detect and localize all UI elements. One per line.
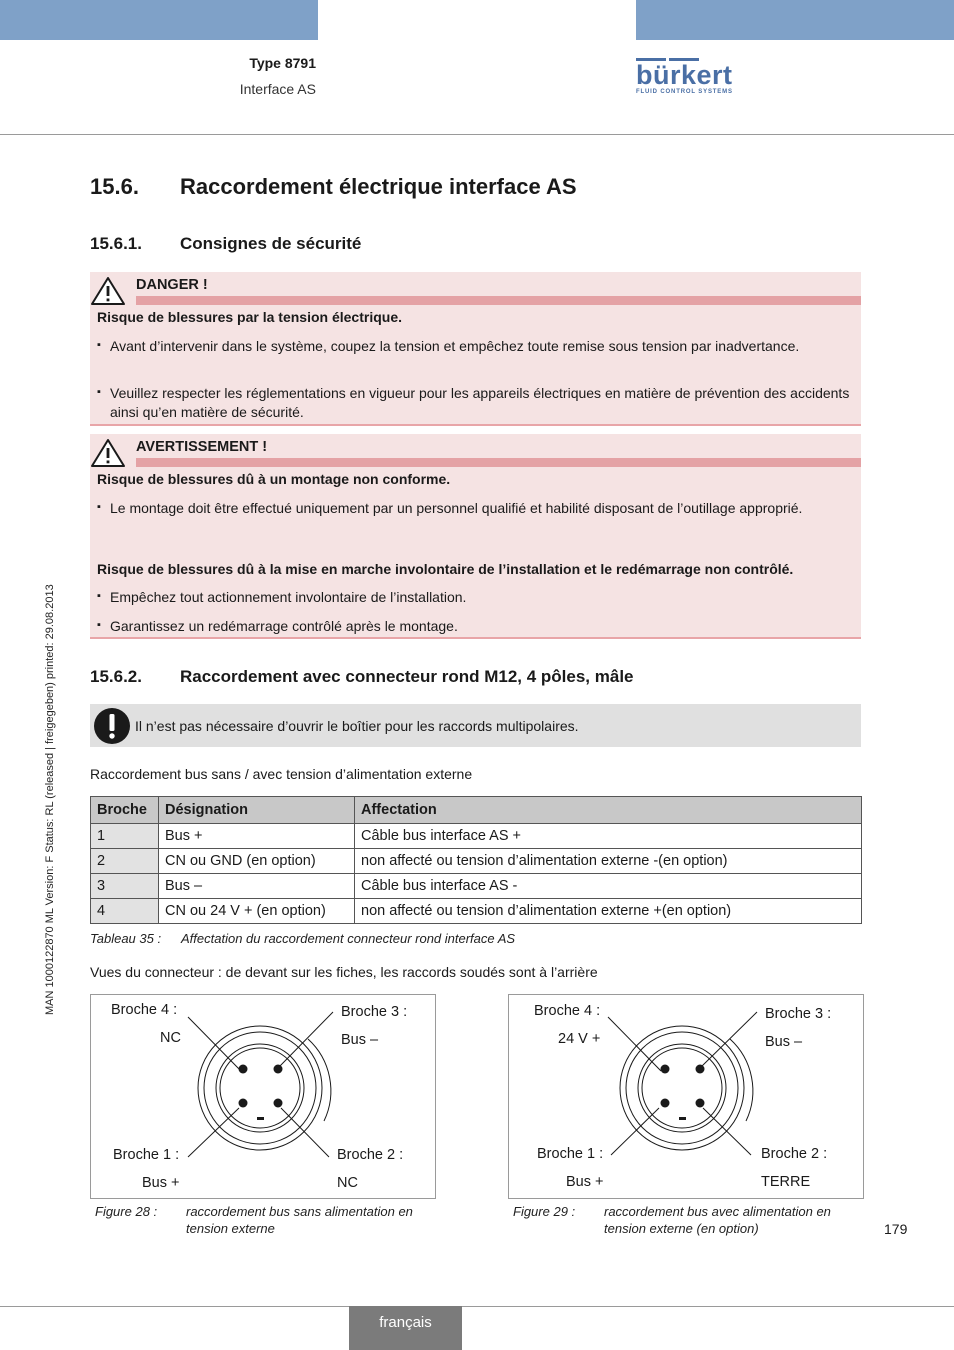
table-cell: 1 xyxy=(91,824,159,849)
section-heading xyxy=(90,174,577,200)
pin2-value: TERRE xyxy=(761,1174,811,1190)
document-type: Type 8791 xyxy=(249,55,316,71)
warning-bullet-3: ▪ Garantissez un redémarrage contrôlé après le montage. xyxy=(97,618,458,634)
warning-title: AVERTISSEMENT ! xyxy=(136,439,268,455)
table-cell: Câble bus interface AS + xyxy=(355,824,862,849)
pin3-label: Broche 3 : xyxy=(341,1004,408,1020)
subsection-title: Raccordement avec connecteur rond M12, 4 pôles, mâle xyxy=(180,667,634,686)
burkert-logo xyxy=(636,56,736,100)
note-box xyxy=(90,704,861,747)
pin3-value: Bus – xyxy=(341,1032,379,1048)
pin4-value: 24 V + xyxy=(558,1031,601,1047)
table-cell: non affecté ou tension d’alimentation externe +(en option) xyxy=(355,899,862,924)
note-text: Il n’est pas nécessaire d’ouvrir le boîtier pour les raccords multipolaires. xyxy=(135,718,579,734)
table-caption-text: Affectation du raccordement connecteur rond interface AS xyxy=(181,931,516,946)
figure-29-caption-line1: raccordement bus avec alimentation en xyxy=(604,1204,831,1219)
warning-box xyxy=(90,434,861,639)
column-header: Désignation xyxy=(159,797,355,824)
danger-bar xyxy=(136,296,861,305)
table-cell: 3 xyxy=(91,874,159,899)
pin4-value: NC xyxy=(160,1030,181,1046)
figure-29-caption-label: Figure 29 : xyxy=(513,1204,576,1219)
table-cell: CN ou 24 V + (en option) xyxy=(159,899,355,924)
table-caption-label: Tableau 35 : xyxy=(90,931,162,946)
page-number: 179 xyxy=(884,1221,908,1237)
exclamation-icon xyxy=(92,706,132,746)
subsection-number: 15.6.1. xyxy=(90,234,142,253)
table-cell: 2 xyxy=(91,849,159,874)
pin1-value: Bus + xyxy=(566,1174,604,1190)
warning-bullet-2: ▪ Empêchez tout actionnement involontaire de l’installation. xyxy=(97,589,467,605)
table-cell: non affecté ou tension d’alimentation externe -(en option) xyxy=(355,849,862,874)
figure-29-box xyxy=(508,994,864,1199)
header-rule xyxy=(0,134,954,135)
figure-28-caption-line2: tension externe xyxy=(186,1221,275,1236)
section-number: 15.6. xyxy=(90,174,139,199)
warning-bar xyxy=(136,458,861,467)
figure-28-caption-line1: raccordement bus sans alimentation en xyxy=(186,1204,413,1219)
column-header: Affectation xyxy=(355,797,862,824)
table-header-row xyxy=(91,797,862,824)
pin3-label: Broche 3 : xyxy=(765,1006,832,1022)
figure-29-caption-line2: tension externe (en option) xyxy=(604,1221,759,1236)
document-metadata-sidenote: MAN 1000122870 ML Version: F Status: RL (released | freigegeben) printed: 29.08.2013 xyxy=(44,584,56,1015)
table-cell: Bus + xyxy=(159,824,355,849)
pin1-label: Broche 1 : xyxy=(113,1147,180,1163)
subsection-number: 15.6.2. xyxy=(90,667,142,686)
danger-title: DANGER ! xyxy=(136,277,208,293)
logo-tagline: FLUID CONTROL SYSTEMS xyxy=(636,89,732,95)
footer-rule xyxy=(0,1306,954,1307)
table-row xyxy=(91,899,862,924)
figure-28-box xyxy=(90,994,436,1199)
warning-risk-1: Risque de blessures dû à un montage non conforme. xyxy=(97,471,451,487)
table-cell: Bus – xyxy=(159,874,355,899)
table-cell: 4 xyxy=(91,899,159,924)
column-header: Broche xyxy=(91,797,159,824)
warning-triangle-icon xyxy=(90,438,126,468)
subsection-heading-safety xyxy=(90,234,361,254)
pin2-label: Broche 2 : xyxy=(761,1146,828,1162)
intro-text: Raccordement bus sans / avec tension d’alimentation externe xyxy=(90,766,473,782)
danger-bullet-2: ▪ Veuillez respecter les réglementations en vigueur pour les appareils électriques en matière de prévention des accidents ainsi qu’en matière de sécurité. xyxy=(97,385,850,420)
document-subtitle: Interface AS xyxy=(239,81,316,97)
danger-risk: Risque de blessures par la tension électrique. xyxy=(97,309,402,325)
logo-wordmark: bürkert xyxy=(636,60,732,90)
warning-risk-2: Risque de blessures dû à la mise en marche involontaire de l’installation et le redémarrage non contrôlé. xyxy=(97,561,794,577)
connector-diagram xyxy=(509,995,863,1198)
pin2-label: Broche 2 : xyxy=(337,1147,404,1163)
header-bar-left xyxy=(0,0,318,40)
danger-bullet-1: ▪ Avant d’intervenir dans le système, coupez la tension et empêchez toute remise sous tension par inadvertance. xyxy=(97,338,800,354)
subsection-title: Consignes de sécurité xyxy=(180,234,362,253)
table-row xyxy=(91,824,862,849)
pin4-label: Broche 4 : xyxy=(111,1002,178,1018)
section-title: Raccordement électrique interface AS xyxy=(180,174,577,199)
subsection-heading-connector xyxy=(90,667,634,687)
figure-28-caption-label: Figure 28 : xyxy=(95,1204,158,1219)
pin1-value: Bus + xyxy=(142,1175,180,1191)
table-row xyxy=(91,874,862,899)
table-cell: CN ou GND (en option) xyxy=(159,849,355,874)
warning-bullet-1: ▪ Le montage doit être effectué uniquement par un personnel qualifié et habilité disposant de l’outillage approprié. xyxy=(97,500,803,516)
pin-assignment-table xyxy=(90,796,862,924)
connector-diagram xyxy=(91,995,435,1198)
pin3-value: Bus – xyxy=(765,1034,803,1050)
connector-views-text: Vues du connecteur : de devant sur les fiches, les raccords soudés sont à l’arrière xyxy=(90,964,598,980)
header-bar-right xyxy=(636,0,954,40)
danger-box xyxy=(90,272,861,426)
pin2-value: NC xyxy=(337,1175,358,1191)
language-tab: français xyxy=(349,1306,462,1350)
table-row xyxy=(91,849,862,874)
table-cell: Câble bus interface AS - xyxy=(355,874,862,899)
warning-triangle-icon xyxy=(90,276,126,306)
pin4-label: Broche 4 : xyxy=(534,1003,601,1019)
pin1-label: Broche 1 : xyxy=(537,1146,604,1162)
